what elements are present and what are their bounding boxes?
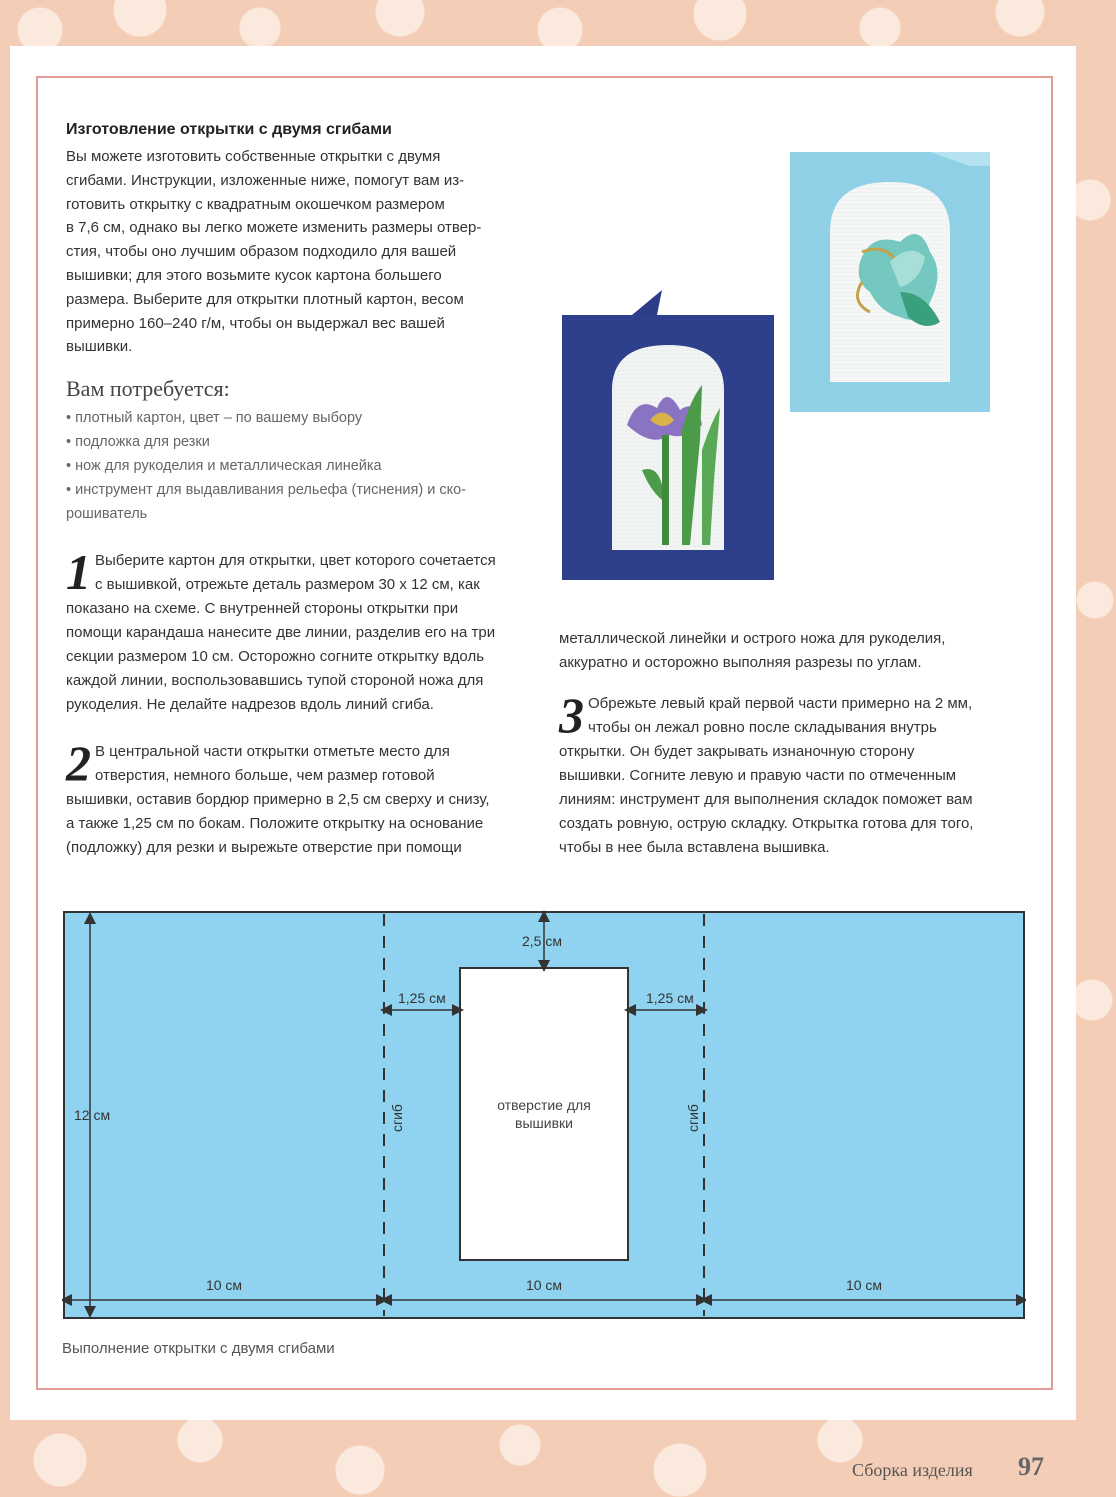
step-1 [66, 544, 536, 717]
needs-item: • нож для рукоделия и металлическая линейка [66, 458, 382, 474]
needs-list [66, 406, 511, 526]
window-label-line-2: вышивки [515, 1115, 573, 1131]
intro-title: Изготовление открытки с двумя сгибами [66, 121, 392, 138]
step-line: с вышивкой, отрежьте деталь размером 30 х 12 см, как [95, 576, 480, 593]
step-2-continued [559, 627, 1029, 675]
step-line: секции размером 10 см. Осторожно согните открытку вдоль [66, 648, 485, 665]
step-line: Обрежьте левый край первой части примерно на 2 мм, [588, 695, 973, 712]
step-line: вышивки. Согните левую и правую части по отмеченным [559, 767, 957, 784]
step-line: помощи карандаша нанесите две линии, разделив его на три [66, 624, 496, 641]
needs-item: рошиватель [66, 506, 148, 522]
section-label-center: 10 см [525, 1277, 563, 1293]
step-line: рукоделия. Не делайте надрезов вдоль линий сгиба. [66, 696, 434, 713]
step-line: показано на схеме. С внутренней стороны открытки при [66, 600, 459, 617]
side-margin-left-label: 1,25 см [398, 990, 446, 1006]
intro-line: Вы можете изготовить собственные открытки с двумя [66, 148, 441, 165]
intro-line: размера. Выберите для открытки плотный картон, весом [66, 290, 464, 308]
needs-title: Вам потребуется: [66, 376, 230, 401]
window-label-line-1: отверстие для [497, 1097, 591, 1113]
footer-section-title: Сборка изделия [852, 1460, 973, 1480]
intro-line: стия, чтобы оно лучшим образом подходило для вашей [66, 243, 457, 261]
height-label: 12 см [74, 1107, 111, 1123]
step-line: создать ровную, острую складку. Открытка готова для того, [559, 815, 974, 832]
step-line: чтобы он лежал ровно после складывания внутрь [588, 719, 937, 736]
intro-line: готовить открытку с квадратным окошечком размером [66, 195, 445, 213]
step-line: (подложку) для резки и вырежьте отверстие при помощи [66, 839, 462, 856]
step-3 [559, 687, 1029, 860]
fold-label-left: сгиб [389, 1104, 405, 1132]
side-margin-right-label: 1,25 см [646, 990, 694, 1006]
step-number: 3 [559, 687, 584, 743]
step-line: металлической линейки и острого ножа для рукоделия, [559, 630, 946, 647]
diagram-caption: Выполнение открытки с двумя сгибами [62, 1340, 335, 1357]
step-line: аккуратно и осторожно выполняя разрезы по углам. [559, 654, 922, 671]
step-2 [66, 735, 536, 860]
card-layout-diagram [62, 910, 1026, 1320]
intro-line: в 7,6 см, однако вы легко можете изменить размеры отвер- [66, 219, 482, 237]
window-cutout [460, 968, 628, 1260]
step-line: а также 1,25 см по бокам. Положите открытку на основание [66, 815, 484, 832]
iris-card-photo [562, 290, 774, 580]
intro-text [66, 145, 511, 359]
fold-label-right: сгиб [685, 1104, 701, 1132]
step-line: В центральной части открытки отметьте место для [95, 743, 450, 760]
step-line: каждой линии, воспользовавшись тупой стороной ножа для [66, 672, 484, 689]
top-margin-label: 2,5 см [522, 933, 562, 949]
step-number: 2 [66, 735, 91, 791]
needs-item: • плотный картон, цвет – по вашему выбору [66, 410, 363, 426]
step-line: Выберите картон для открытки, цвет которого сочетается [95, 552, 496, 569]
intro-line: вышивки; для этого возьмите кусок картона большего [66, 266, 442, 284]
intro-line: вышивки. [66, 338, 133, 356]
needs-item: • подложка для резки [66, 434, 210, 450]
butterfly-card-photo [790, 152, 990, 412]
intro-line: примерно 160–240 г/м, чтобы он выдержал вес вашей [66, 314, 445, 332]
intro-line: сгибами. Инструкции, изложенные ниже, помогут вам из- [66, 171, 465, 189]
page-number: 97 [1018, 1452, 1044, 1481]
needs-item: • инструмент для выдавливания рельефа (тиснения) и ско- [66, 482, 467, 498]
section-label-left: 10 см [205, 1277, 243, 1293]
step-line: вышивки, оставив бордюр примерно в 2,5 см сверху и снизу, [66, 791, 490, 808]
step-line: чтобы в нее была вставлена вышивка. [559, 839, 830, 856]
step-line: линиям: инструмент для выполнения складок поможет вам [559, 791, 973, 808]
step-line: открытки. Он будет закрывать изнаночную сторону [559, 743, 915, 760]
step-number: 1 [66, 544, 91, 600]
section-label-right: 10 см [845, 1277, 883, 1293]
step-line: отверстия, немного больше, чем размер готовой [95, 767, 435, 784]
